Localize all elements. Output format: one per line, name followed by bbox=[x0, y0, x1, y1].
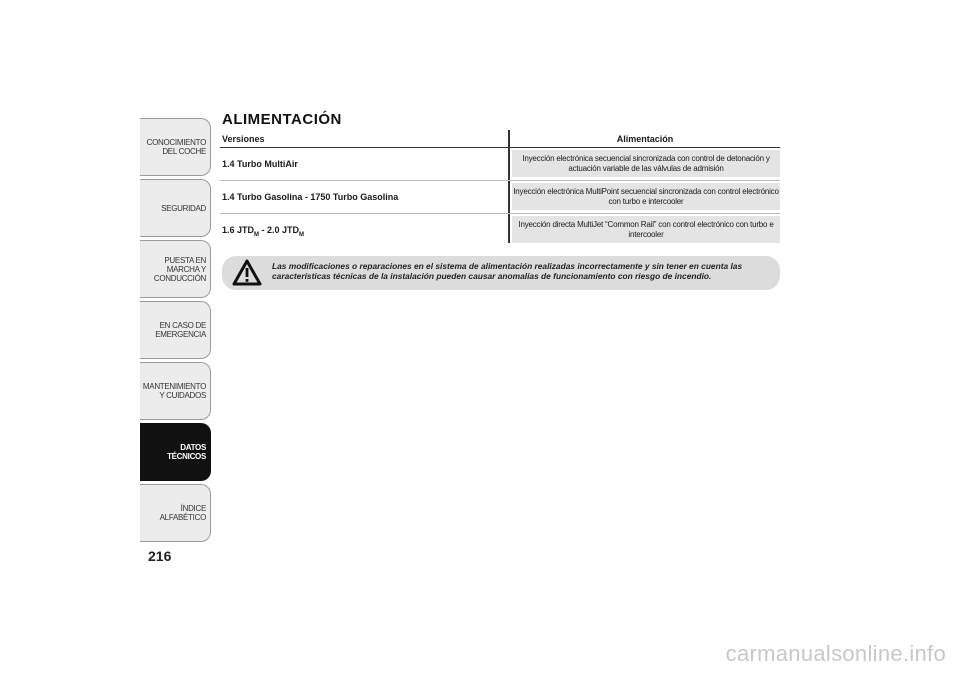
table-header bbox=[220, 130, 780, 148]
tab-label: ÍNDICE ALFABÉTICO bbox=[159, 504, 206, 522]
table-row bbox=[220, 214, 780, 246]
tab-indice-alfabetico[interactable] bbox=[140, 484, 211, 542]
tab-label: DATOS TÉCNICOS bbox=[167, 443, 206, 461]
table-row bbox=[220, 181, 780, 214]
warning-triangle-icon bbox=[232, 259, 262, 287]
tab-mantenimiento[interactable] bbox=[140, 362, 211, 420]
tab-label: MANTENIMIENTO Y CUIDADOS bbox=[142, 382, 206, 400]
supply-cell: Inyección directa MultiJet “Common Rail” con control electrónico con turbo e intercooler bbox=[512, 216, 780, 243]
tab-label: PUESTA EN MARCHA Y CONDUCCIÓN bbox=[153, 255, 206, 283]
tab-label: EN CASO DE EMERGENCIA bbox=[155, 321, 206, 339]
tab-datos-tecnicos[interactable] bbox=[140, 423, 211, 481]
version-subscript: M bbox=[299, 231, 305, 238]
warning-box bbox=[222, 256, 780, 290]
version-part: - 2.0 JTD bbox=[259, 225, 300, 235]
header-alimentacion: Alimentación bbox=[616, 134, 674, 144]
tab-label: CONOCIMIENTO DEL COCHE bbox=[146, 138, 206, 156]
tab-conocimiento-del-coche[interactable] bbox=[140, 118, 211, 176]
tab-label: SEGURIDAD bbox=[161, 203, 206, 213]
supply-table bbox=[220, 130, 780, 246]
tab-en-caso-de-emergencia[interactable] bbox=[140, 301, 211, 359]
supply-cell: Inyección electrónica MultiPoint secuencial sincronizada con control electrónico con turbo e intercooler bbox=[512, 183, 780, 210]
page-number: 216 bbox=[148, 548, 172, 564]
tab-seguridad[interactable] bbox=[140, 179, 211, 237]
version-cell: 1.4 Turbo MultiAir bbox=[222, 159, 298, 169]
warning-text: Las modificaciones o reparaciones en el sistema de alimentación realizadas incorrectamente y sin tener en cuenta las características técnicas de la instalación pueden causar anomalías de funcionamiento con riesgo de incendio. bbox=[272, 261, 743, 281]
table-row bbox=[220, 148, 780, 181]
watermark: carmanualsonline.info bbox=[725, 641, 946, 666]
version-subscript: M bbox=[254, 231, 260, 238]
section-title: ALIMENTACIÓN bbox=[222, 111, 342, 128]
version-cell: 1.4 Turbo Gasolina - 1750 Turbo Gasolina bbox=[222, 192, 399, 202]
header-versiones: Versiones bbox=[222, 134, 265, 144]
version-cell bbox=[222, 225, 304, 238]
supply-cell: Inyección electrónica secuencial sincronizada con control de detonación y actuación variable de las válvulas de admisión bbox=[512, 150, 780, 177]
tab-puesta-en-marcha[interactable] bbox=[140, 240, 211, 298]
version-part: 1.6 JTD bbox=[222, 225, 255, 235]
